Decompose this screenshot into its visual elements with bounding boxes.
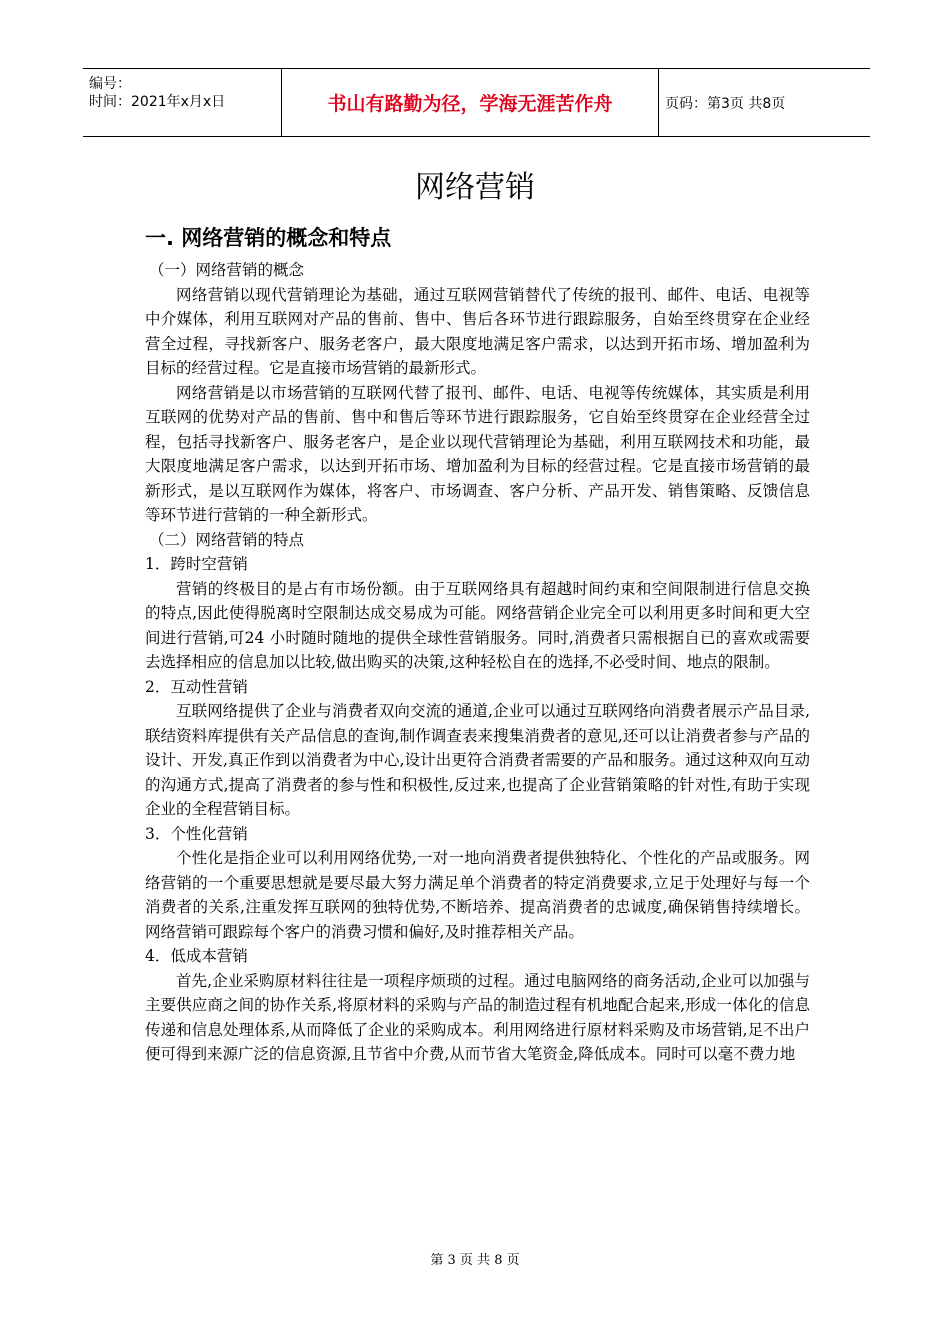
header-motto: 书山有路勤为径，学海无涯苦作舟 bbox=[282, 69, 659, 136]
paragraph: 网络营销是以市场营销的互联网代替了报刊、邮件、电话、电视等传统媒体，其实质是利用互联网的优势对产品的售前、售中和售后等环节进行跟踪服务，它自始至终贯穿在企业经营全过程，包括寻找新客户、服务老客户，是企业以现代营销理论为基础，利用互联网技术和功能，最大限度地满足客户需求，以达到开拓市场、增加盈利为目标的经营过程。它是直接市场营销的最新形式，是以互联网作为媒体，将客户、市场调查、客户分析、产品开发、销售策略、反馈信息等环节进行营销的一种全新形式。 bbox=[145, 383, 810, 524]
item-heading: 1．跨时空营销 bbox=[145, 555, 248, 573]
subsection-heading: （一）网络营销的概念 bbox=[149, 261, 305, 279]
paragraph: 网络营销以现代营销理论为基础，通过互联网营销替代了传统的报刊、邮件、电话、电视等中介媒体，利用互联网对产品的售前、售中、售后各环节进行跟踪服务，自始至终贯穿在企业经营全过程，寻找新客户、服务老客户，最大限度地满足客户需求，以达到开拓市场、增加盈利为目标的经营过程。它是直接市场营销的最新形式。 bbox=[145, 285, 810, 377]
paragraph: 互联网络提供了企业与消费者双向交流的通道,企业可以通过互联网络向消费者展示产品目录,联结资料库提供有关产品信息的查询,制作调查表来搜集消费者的意见,还可以让消费者参与产品的设计、开发,真正作到以消费者为中心,设计出更符合消费者需要的产品和服务。通过这种双向互动的沟通方式,提高了消费者的参与性和积极性,反过来,也提高了企业营销策略的针对性,有助于实现企业的全程营销目标。 bbox=[145, 702, 810, 818]
item-heading: 2．互动性营销 bbox=[145, 677, 248, 696]
section-heading: 一. 网络营销的概念和特点 bbox=[145, 226, 392, 250]
item-heading: 3．个性化营销 bbox=[145, 824, 248, 843]
item-heading: 4．低成本营销 bbox=[145, 947, 248, 965]
document-body bbox=[145, 258, 810, 1067]
time-label: 时间：2021年x月x日 bbox=[89, 94, 226, 110]
page-footer: 第 3 页 共 8 页 bbox=[430, 1253, 520, 1268]
header-meta bbox=[83, 69, 282, 136]
header-page-label: 页码：第3页 共8页 bbox=[665, 95, 786, 112]
number-label: 编号： bbox=[89, 76, 131, 92]
paragraph: 营销的终极目的是占有市场份额。由于互联网络具有超越时间约束和空间限制进行信息交换的特点,因此使得脱离时空限制达成交易成为可能。网络营销企业完全可以利用更多时间和更大空间进行营销,可24 小时随时随地的提供全球性营销服务。同时,消费者只需根据自已的喜欢或需要去选择相应的信息加以比较,做出购买的决策,这种轻松自在的选择,不必受时间、地点的限制。 bbox=[145, 579, 810, 671]
paragraph: 首先,企业采购原材料往往是一项程序烦琐的过程。通过电脑网络的商务活动,企业可以加强与主要供应商之间的协作关系,将原材料的采购与产品的制造过程有机地配合起来,形成一体化的信息传递和信息处理体系,从而降低了企业的采购成本。利用网络进行原材料采购及市场营销,足不出户便可得到来源广泛的信息资源,且节省中介费,从而节省大笔资金,降低成本。同时可以毫不费力地 bbox=[145, 971, 810, 1063]
document-header bbox=[83, 68, 870, 137]
subsection-heading: （二）网络营销的特点 bbox=[149, 530, 305, 549]
document-title: 网络营销 bbox=[415, 170, 535, 205]
paragraph: 个性化是指企业可以利用网络优势,一对一地向消费者提供独特化、个性化的产品或服务。网络营销的一个重要思想就是要尽最大努力满足单个消费者的特定消费要求,立足于处理好与每一个消费者的关系,注重发挥互联网的独特优势,不断培养、提高消费者的忠诚度,确保销售持续增长。网络营销可跟踪每个客户的消费习惯和偏好,及时推荐相关产品。 bbox=[145, 849, 810, 941]
